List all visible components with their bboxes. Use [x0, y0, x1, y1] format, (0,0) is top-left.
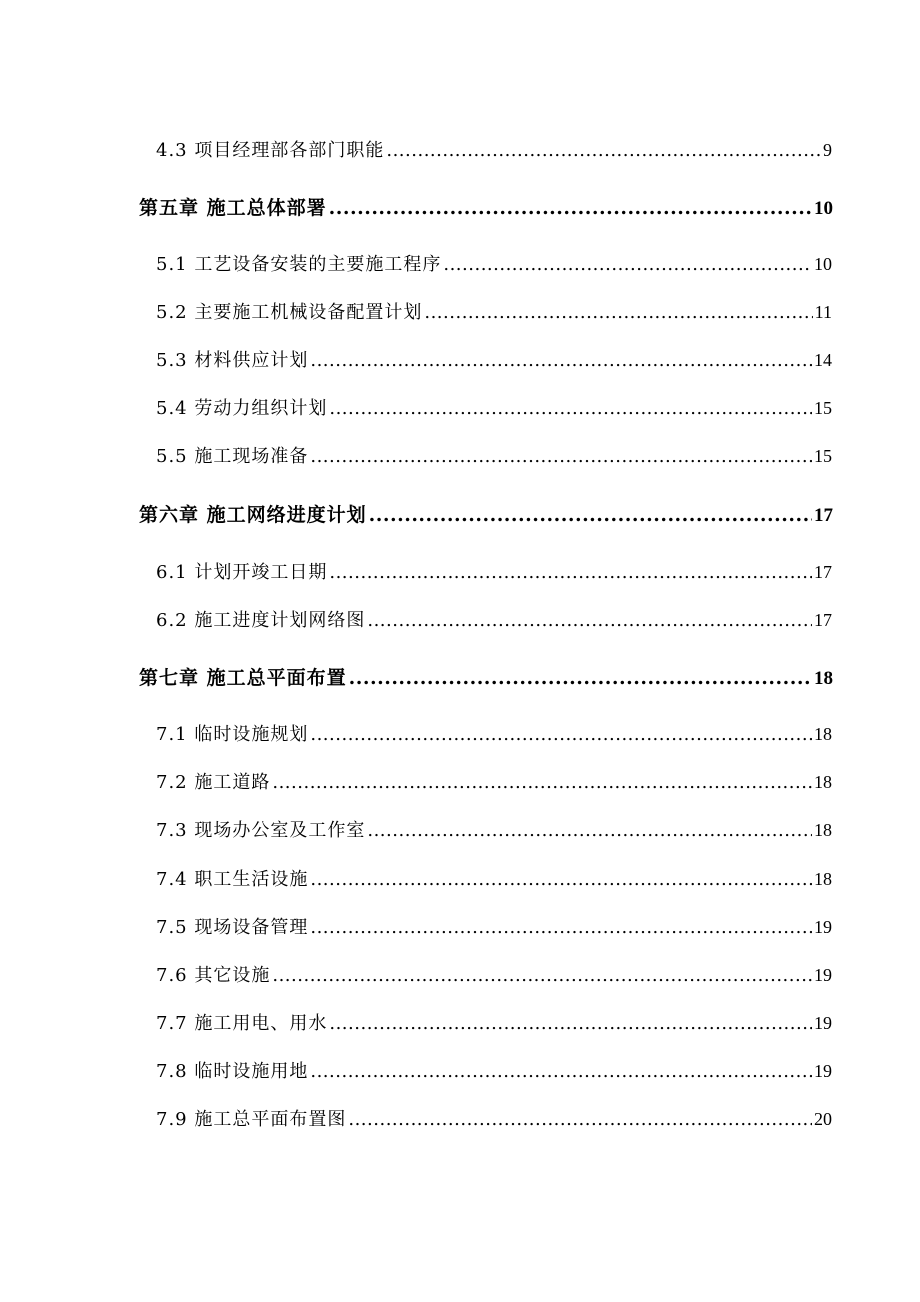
- toc-entry-label: 7.8 临时设施用地: [156, 1061, 309, 1082]
- toc-page-number: 10: [814, 198, 833, 219]
- toc-page-number: 18: [814, 668, 833, 689]
- toc-entry-label: 5.1 工艺设备安装的主要施工程序: [156, 254, 442, 275]
- toc-page-number: 19: [814, 1013, 832, 1033]
- toc-page-number: 18: [814, 820, 832, 840]
- toc-entry-label: 7.4 职工生活设施: [156, 869, 309, 890]
- toc-dot-leader: [310, 917, 812, 938]
- toc-entry[interactable]: [156, 1057, 832, 1083]
- toc-entry[interactable]: [156, 961, 832, 987]
- toc-page-number: 17: [814, 610, 832, 630]
- toc-page-number: 18: [814, 869, 832, 889]
- toc-chapter[interactable]: [139, 663, 833, 690]
- toc-entry[interactable]: [156, 442, 832, 468]
- toc-page-number: 15: [814, 446, 832, 466]
- toc-entry[interactable]: [156, 816, 832, 842]
- toc-entry-label: 5.3 材料供应计划: [156, 350, 309, 371]
- toc-dot-leader: [310, 446, 812, 467]
- toc-dot-leader: [349, 667, 812, 689]
- toc-entry-label: 5.4 劳动力组织计划: [156, 398, 328, 419]
- toc-dot-leader: [329, 197, 812, 219]
- toc-entry-label: 7.7 施工用电、用水: [156, 1013, 328, 1034]
- toc-page-number: 19: [814, 1061, 832, 1081]
- toc-chapter[interactable]: [139, 500, 833, 527]
- toc-entry[interactable]: [156, 768, 832, 794]
- toc-page-number: 18: [814, 772, 832, 792]
- toc-entry[interactable]: [156, 250, 832, 276]
- toc-page-number: 20: [814, 1109, 832, 1129]
- toc-entry-label: 6.2 施工进度计划网络图: [156, 610, 366, 631]
- toc-entry[interactable]: [156, 865, 832, 891]
- toc-entry[interactable]: [156, 394, 832, 420]
- toc-dot-leader: [329, 398, 812, 419]
- toc-entry[interactable]: [156, 720, 832, 746]
- toc-entry-label: 7.6 其它设施: [156, 965, 271, 986]
- toc-entry-label: 7.2 施工道路: [156, 772, 271, 793]
- toc-entry-label: 7.1 临时设施规划: [156, 724, 309, 745]
- toc-page-number: 10: [814, 254, 832, 274]
- toc-entry[interactable]: [156, 913, 832, 939]
- toc-page-number: 14: [814, 350, 832, 370]
- toc-chapter-label: 第七章 施工总平面布置: [139, 667, 347, 689]
- toc-page-number: 17: [814, 505, 833, 526]
- toc-page-number: 19: [814, 965, 832, 985]
- toc-dot-leader: [348, 1109, 812, 1130]
- toc-dot-leader: [329, 562, 812, 583]
- toc-entry[interactable]: [156, 136, 832, 162]
- toc-page-number: 17: [814, 562, 832, 582]
- toc-dot-leader: [386, 140, 821, 161]
- toc-chapter-label: 第五章 施工总体部署: [139, 197, 327, 219]
- toc-dot-leader: [310, 724, 812, 745]
- toc-entry-label: 4.3 项目经理部各部门职能: [156, 140, 385, 161]
- toc-dot-leader: [443, 254, 812, 275]
- toc-entry[interactable]: [156, 346, 832, 372]
- toc-entry-label: 7.9 施工总平面布置图: [156, 1109, 347, 1130]
- toc-entry[interactable]: [156, 1009, 832, 1035]
- toc-chapter-label: 第六章 施工网络进度计划: [139, 504, 367, 526]
- toc-entry-label: 5.2 主要施工机械设备配置计划: [156, 302, 423, 323]
- toc-dot-leader: [367, 820, 812, 841]
- toc-page-number: 18: [814, 724, 832, 744]
- toc-page-number: 19: [814, 917, 832, 937]
- toc-entry[interactable]: [156, 1105, 832, 1131]
- toc-dot-leader: [272, 965, 812, 986]
- toc-dot-leader: [310, 869, 812, 890]
- toc-entry[interactable]: [156, 298, 832, 324]
- toc-dot-leader: [310, 1061, 812, 1082]
- toc-page-number: 9: [823, 140, 832, 160]
- toc-dot-leader: [329, 1013, 812, 1034]
- toc-entry[interactable]: [156, 606, 832, 632]
- toc-dot-leader: [367, 610, 812, 631]
- toc-entry-label: 6.1 计划开竣工日期: [156, 562, 328, 583]
- toc-page-number: 11: [814, 302, 832, 322]
- toc-dot-leader: [272, 772, 812, 793]
- toc-dot-leader: [424, 302, 812, 323]
- toc-dot-leader: [369, 504, 812, 526]
- toc-page-number: 15: [814, 398, 832, 418]
- toc-entry-label: 5.5 施工现场准备: [156, 446, 309, 467]
- toc-entry-label: 7.5 现场设备管理: [156, 917, 309, 938]
- toc-entry[interactable]: [156, 558, 832, 584]
- toc-chapter[interactable]: [139, 193, 833, 220]
- toc-entry-label: 7.3 现场办公室及工作室: [156, 820, 366, 841]
- toc-dot-leader: [310, 350, 812, 371]
